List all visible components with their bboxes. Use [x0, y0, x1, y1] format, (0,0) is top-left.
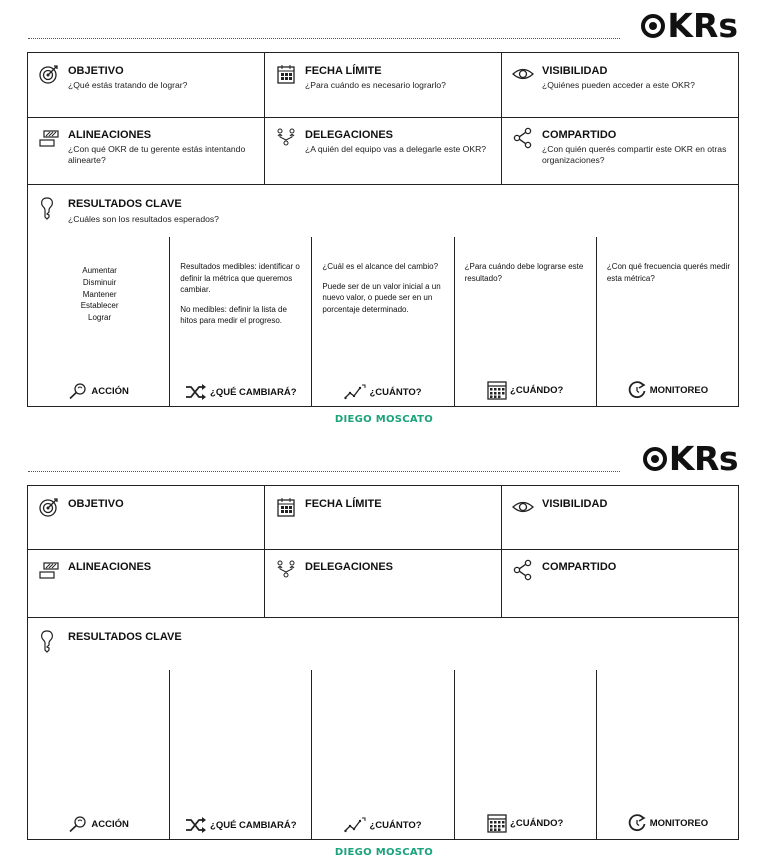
- column-footer: [28, 815, 169, 833]
- okrs-logo: [643, 439, 738, 478]
- cell-title: OBJETIVO: [68, 65, 124, 77]
- column-label: ¿QUÉ CAMBIARÁ?: [210, 386, 297, 398]
- cell-alineaciones: [28, 117, 265, 184]
- action-word: Lograr: [88, 313, 112, 323]
- column-footer: [312, 384, 453, 400]
- key-results-columns: [28, 237, 738, 406]
- column-text: [38, 265, 161, 324]
- column-paragraph: Resultados medibles: identificar o definir la métrica que queremos cambiar.: [180, 262, 300, 294]
- refresh-icon: [627, 380, 647, 400]
- col-cuando: [455, 670, 597, 839]
- key-results-title: RESULTADOS CLAVE: [68, 198, 182, 210]
- trend-icon: [344, 384, 366, 400]
- col-cuanto: [312, 237, 454, 406]
- cell-objetivo: [28, 53, 265, 117]
- shuffle-icon: [185, 817, 207, 833]
- column-footer: [455, 380, 596, 400]
- cell-description: ¿Para cuándo es necesario lograrlo?: [305, 80, 446, 90]
- calendar-grid-icon: [487, 380, 507, 400]
- cell-description: ¿Quiénes pueden acceder a este OKR?: [542, 80, 695, 90]
- key-results-title: RESULTADOS CLAVE: [68, 631, 182, 643]
- cell-title: ALINEACIONES: [68, 561, 152, 573]
- row-objective: [28, 53, 738, 118]
- column-label: ¿CUÁNDO?: [510, 817, 564, 829]
- column-paragraph: Puede ser de un valor inicial a un nuevo valor, o puede ser en un porcentaje determinado.: [322, 281, 441, 314]
- calendar-icon: [275, 63, 297, 85]
- brand-footer: DIEGO MOSCATO: [334, 847, 434, 858]
- cell-description: ¿A quién del equipo vas a delegarle este OKR?: [305, 144, 487, 154]
- column-footer: [170, 817, 311, 833]
- col-cuando: [455, 237, 597, 406]
- brand-footer: DIEGO MOSCATO: [334, 414, 434, 425]
- magnifier-icon: [68, 815, 88, 833]
- dotted-line: [28, 38, 620, 39]
- column-footer: [28, 382, 169, 400]
- col-que-cambiara: [170, 237, 312, 406]
- eye-icon: [512, 63, 534, 85]
- cell-objetivo: [28, 486, 265, 549]
- cell-title: COMPARTIDO: [542, 561, 617, 573]
- calendar-icon: [275, 496, 297, 518]
- column-label: MONITOREO: [649, 817, 709, 829]
- logo-text: KRs: [667, 6, 738, 45]
- okr-sheet-blank: [0, 433, 768, 866]
- col-accion: [28, 237, 170, 406]
- alignment-icon: [38, 559, 60, 581]
- column-text: [180, 261, 303, 335]
- target-icon: [38, 63, 60, 85]
- cell-delegaciones: [265, 117, 502, 184]
- row-alignment: [28, 549, 738, 618]
- cell-title: DELEGACIONES: [305, 561, 394, 573]
- action-word: Disminuir: [82, 277, 117, 287]
- key-icon: [40, 197, 54, 221]
- refresh-icon: [627, 813, 647, 833]
- action-word: Establecer: [80, 301, 119, 311]
- cell-fecha-limite: [265, 486, 502, 549]
- trend-icon: [344, 817, 366, 833]
- cell-title: OBJETIVO: [68, 498, 124, 510]
- action-word: Aumentar: [82, 266, 117, 275]
- cell-delegaciones: [265, 549, 502, 617]
- okr-grid: [27, 52, 739, 407]
- column-label: ACCIÓN: [91, 385, 129, 397]
- cell-title: COMPARTIDO: [542, 129, 617, 141]
- cell-description: ¿Qué estás tratando de lograr?: [68, 80, 188, 90]
- calendar-grid-icon: [487, 813, 507, 833]
- cell-title: FECHA LÍMITE: [305, 65, 382, 77]
- okr-grid: [27, 485, 739, 840]
- cell-title: FECHA LÍMITE: [305, 498, 382, 510]
- column-text: [322, 261, 445, 323]
- bullseye-logo-icon: [641, 14, 665, 38]
- col-que-cambiara: [170, 670, 312, 839]
- action-word: Mantener: [82, 289, 117, 299]
- column-footer: [312, 817, 453, 833]
- col-monitoreo: [597, 237, 738, 406]
- row-objective: [28, 486, 738, 550]
- column-footer: [455, 813, 596, 833]
- cell-description: ¿Con qué OKR de tu gerente estás intentando alinearte?: [68, 144, 246, 165]
- col-monitoreo: [597, 670, 738, 839]
- column-label: ¿QUÉ CAMBIARÁ?: [210, 819, 297, 831]
- alignment-icon: [38, 127, 60, 149]
- column-paragraph: ¿Cuál es el alcance del cambio?: [322, 262, 439, 271]
- cell-title: DELEGACIONES: [305, 129, 394, 141]
- column-label: ACCIÓN: [91, 818, 129, 830]
- cell-visibilidad: [502, 53, 738, 117]
- column-footer: [597, 380, 738, 400]
- okrs-logo: [641, 6, 738, 45]
- column-text: [465, 261, 588, 292]
- shuffle-icon: [185, 384, 207, 400]
- logo-text: KRs: [668, 439, 738, 478]
- cell-description: ¿Con quién querés compartir este OKR en otras organizaciones?: [542, 144, 727, 165]
- column-label: ¿CUÁNDO?: [510, 384, 564, 396]
- share-icon: [512, 127, 534, 149]
- eye-icon: [512, 496, 534, 518]
- delegation-icon: [275, 127, 297, 149]
- bullseye-logo-icon: [643, 447, 667, 471]
- column-label: ¿CUÁNTO?: [369, 386, 422, 398]
- cell-alineaciones: [28, 549, 265, 617]
- cell-title: ALINEACIONES: [68, 129, 152, 141]
- row-alignment: [28, 117, 738, 185]
- target-icon: [38, 496, 60, 518]
- magnifier-icon: [68, 382, 88, 400]
- column-paragraph: ¿Para cuándo debe lograrse este resultado?: [464, 262, 584, 283]
- delegation-icon: [275, 559, 297, 581]
- cell-fecha-limite: [265, 53, 502, 117]
- key-results-section: [28, 184, 738, 406]
- column-paragraph: No medibles: definir la lista de hitos para medir el progreso.: [180, 304, 287, 325]
- dotted-line: [28, 471, 620, 472]
- cell-visibilidad: [502, 486, 738, 549]
- cell-compartido: [502, 117, 738, 184]
- column-text: [607, 261, 730, 292]
- column-paragraph: ¿Con qué frecuencia querés medir esta métrica?: [606, 262, 730, 283]
- column-footer: [597, 813, 738, 833]
- column-footer: [170, 384, 311, 400]
- cell-title: VISIBILIDAD: [542, 498, 608, 510]
- key-results-section: [28, 617, 738, 839]
- column-label: MONITOREO: [649, 384, 709, 396]
- cell-compartido: [502, 549, 738, 617]
- key-icon: [40, 630, 54, 654]
- key-results-columns: [28, 670, 738, 839]
- cell-title: VISIBILIDAD: [542, 65, 608, 77]
- okr-sheet-filled: [0, 0, 768, 432]
- col-accion: [28, 670, 170, 839]
- column-label: ¿CUÁNTO?: [369, 819, 422, 831]
- key-results-description: ¿Cuáles son los resultados esperados?: [68, 214, 219, 224]
- share-icon: [512, 559, 534, 581]
- col-cuanto: [312, 670, 454, 839]
